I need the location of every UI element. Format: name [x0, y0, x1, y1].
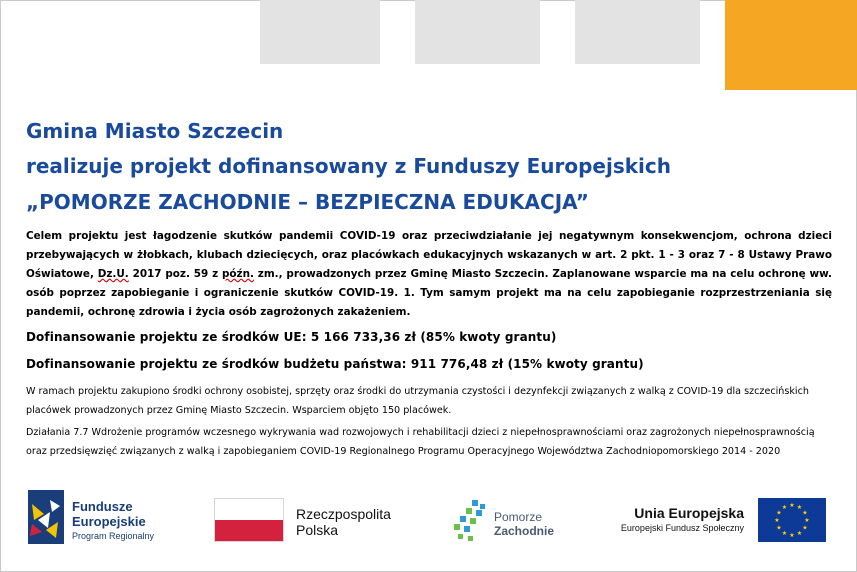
heading-project-statement: realizuje projekt dofinansowany z Funduszy Europejskich: [26, 154, 672, 178]
eu-flag-icon: [758, 498, 826, 542]
funding-ue: Dofinansowanie projektu ze środków UE: 5 166 733,36 zł (85% kwoty grantu): [26, 330, 557, 344]
svg-text:★: ★: [776, 509, 782, 517]
fe-line-3: Program Regionalny: [72, 531, 155, 541]
decor-band-1: [260, 0, 380, 64]
pomorze-zachodnie-text: [494, 510, 554, 538]
intro-dzu: Dz.U.: [97, 268, 129, 280]
intro-pozn: późn.: [221, 268, 254, 280]
svg-text:★: ★: [774, 517, 780, 524]
decor-band-2: [415, 0, 540, 64]
action-paragraph: Działania 7.7 Wdrożenie programów wczesnego wykrywania wad rozwojowych i rehabilitacji dzieci z niepełnosprawnościami oraz zagrożonych niepełnosprawnością oraz przedsięwzięć związanych z walką i zapobieganiem COVID-19 Regionalnego Programu Operacyjnego Województwa Zachodniopomorskiego 2014 - 2020: [26, 427, 815, 457]
intro-part-1: Celem projektu jest łagodzenie skutków pandemii COVID-19 oraz przeciwdziałanie jej negatywnym konsekwencjom, ochrona dzieci przebywających w żłobkach, klubach dziecięcych, oraz placówkach edukacyjnych wskazanych w art. 2 pkt. 1 - 3 oraz 7 - 8 Ustawy Prawo Oświatowe,: [26, 230, 832, 280]
svg-text:★: ★: [802, 509, 808, 517]
purchase-paragraph: W ramach projektu zakupiono środki ochrony osobistej, sprzęty oraz środki do utrzymania czystości i dezynfekcji związanych z walką z COVID-19 dla szczecińskich placówek prowadzonych przez Gminę Miasto Szczecin. Wsparciem objęto 150 placówek.: [26, 386, 809, 416]
rp-line-2: Polska: [296, 522, 339, 538]
svg-text:★: ★: [802, 524, 808, 532]
intro-part-2: 2017 poz. 59 z: [128, 268, 222, 280]
heading-municipality: Gmina Miasto Szczecin: [26, 119, 284, 143]
decor-band-orange: [725, 0, 857, 90]
decor-band-3: [575, 0, 700, 64]
fundusze-europejskie-logo: [28, 490, 178, 548]
poland-flag-icon: [214, 498, 284, 542]
rzeczpospolita-text: [296, 506, 391, 538]
intro-part-3: zm., prowadzonych przez Gminę Miasto Szczecin. Zaplanowane wsparcie ma na celu ochronę ww. osób poprzez zapobieganie i ograniczenie skutków COVID-19. 1. Tym samym projekt ma na celu zapobieganie rozprzestrzeniania się pandemii, ochronę zdrowia i życia osób zagrożonych zakażeniem.: [26, 268, 832, 318]
svg-text:★: ★: [781, 530, 788, 537]
pz-line-2: Zachodnie: [494, 524, 555, 538]
rzeczpospolita-polska-logo: [214, 498, 414, 544]
funding-budget: Dofinansowanie projektu ze środków budżetu państwa: 911 776,48 zł (15% kwoty grantu): [26, 357, 644, 371]
svg-text:★: ★: [776, 524, 782, 532]
pomorze-zachodnie-icon: [452, 498, 492, 544]
logo-row: [0, 490, 857, 550]
svg-text:★: ★: [781, 504, 788, 511]
pomorze-zachodnie-logo: [452, 498, 572, 546]
svg-text:★: ★: [796, 504, 803, 511]
fundusze-europejskie-text: [72, 499, 154, 543]
svg-text:★: ★: [804, 517, 810, 524]
svg-text:★: ★: [796, 530, 803, 537]
fe-line-1: Fundusze: [72, 499, 133, 514]
heading-project-title: „POMORZE ZACHODNIE – BEZPIECZNA EDUKACJA”: [26, 190, 589, 214]
unia-europejska-text: [598, 505, 744, 535]
unia-europejska-logo: [598, 498, 833, 546]
pz-line-1: Pomorze: [494, 510, 543, 524]
fundusze-europejskie-icon: [28, 490, 68, 546]
svg-text:★: ★: [789, 502, 795, 509]
svg-text:★: ★: [789, 532, 795, 539]
ue-line-2: Europejski Fundusz Społeczny: [620, 523, 744, 533]
rp-line-1: Rzeczpospolita: [296, 506, 391, 522]
ue-line-1: Unia Europejska: [634, 505, 744, 521]
intro-paragraph: [26, 227, 832, 322]
fe-line-2: Europejskie: [72, 514, 146, 529]
